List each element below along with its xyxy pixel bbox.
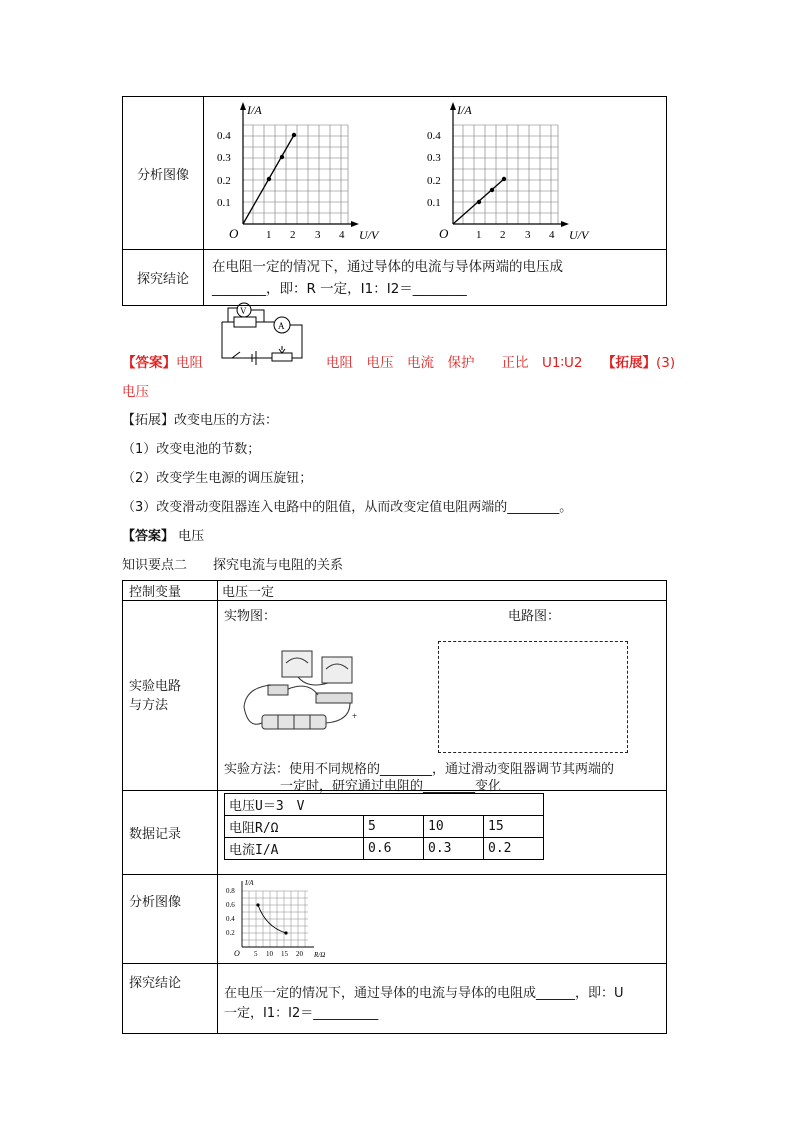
- ytick: 0.1: [427, 197, 441, 209]
- data-cell-item: 10: [424, 816, 484, 838]
- circuit-label-2: 与方法: [129, 697, 169, 713]
- row-conclusion-label: 探究结论: [123, 250, 204, 306]
- data-cell-item: 电流I/A: [225, 838, 364, 860]
- conclusion2-line2: 一定，I1：I2＝__________: [224, 1006, 379, 1021]
- data-cell-item: 电阻R/Ω: [225, 816, 364, 838]
- control-label: 控制变量: [123, 581, 218, 601]
- answer1-ext-num: (3): [656, 355, 676, 371]
- ytick: 0.6: [226, 901, 235, 909]
- table-row: [225, 794, 544, 816]
- graph2-cell: [218, 875, 667, 964]
- graph-left-origin: O: [229, 226, 239, 241]
- extension-item: （3）改变滑动变阻器连入电路中的阻值，从而改变定值电阻两端的________。: [122, 500, 573, 515]
- graph-right: [427, 102, 590, 242]
- graph3-xaxis: R/Ω: [314, 951, 326, 959]
- xtick: 2: [500, 229, 506, 241]
- answer1-ext-label: 【拓展】: [602, 355, 656, 371]
- circuit-cell: [218, 601, 667, 794]
- graph-right-origin: O: [439, 226, 449, 241]
- xtick: 1: [476, 229, 482, 241]
- ir-graph: [218, 875, 338, 959]
- svg-text:+: +: [352, 711, 358, 721]
- circuit-diagram-small: [212, 300, 312, 368]
- xtick: 5: [254, 950, 258, 958]
- svg-text:V: V: [240, 306, 247, 316]
- ytick: 0.4: [226, 915, 235, 923]
- extension-answer-value: 电压: [178, 529, 205, 544]
- xtick: 4: [549, 229, 555, 241]
- xtick: 4: [339, 229, 345, 241]
- circuit-diagram-placeholder: [438, 641, 628, 753]
- graph3-origin: O: [234, 949, 240, 958]
- method-line2: 一定时，研究通过电阻的________变化: [280, 779, 502, 794]
- extension-item: （1）改变电池的节数；: [122, 442, 261, 457]
- physical-label: 实物图：: [224, 609, 277, 624]
- xtick: 3: [315, 229, 321, 241]
- data-cell-item: 15: [484, 816, 544, 838]
- extension-answer: [122, 525, 204, 544]
- data-cell-item: 0.2: [484, 838, 544, 860]
- data-cell: [218, 791, 667, 875]
- answer1-line: [122, 351, 203, 371]
- row-graph-label: 分析图像: [123, 97, 204, 250]
- diagram-label: 电路图：: [508, 609, 561, 624]
- iu-graphs: [205, 98, 665, 244]
- xtick: 15: [281, 950, 288, 958]
- graph-right-yaxis: I/A: [457, 103, 472, 117]
- ytick: 0.3: [427, 152, 441, 164]
- xtick: 10: [266, 950, 273, 958]
- graph-left-xaxis: U/V: [359, 228, 379, 242]
- ytick: 0.2: [427, 175, 441, 187]
- conclusion2-label: 探究结论: [123, 964, 218, 1034]
- circuit-label-1: 实验电路: [129, 678, 182, 694]
- method-line1: 实验方法：使用不同规格的________，通过滑动变阻器调节其两端的: [224, 762, 615, 777]
- resistance-table: [122, 580, 667, 1034]
- graph3-yaxis: I/A: [245, 879, 254, 887]
- graph-cell: [204, 97, 667, 250]
- xtick: 20: [296, 950, 303, 958]
- data-table: [224, 793, 544, 860]
- extension-title: 【拓展】改变电压的方法：: [122, 413, 279, 428]
- svg-text:A: A: [278, 321, 285, 331]
- ytick: 0.2: [226, 929, 235, 937]
- data-voltage: 电压U＝3 V: [225, 794, 544, 816]
- graph-left: [217, 102, 380, 242]
- ytick: 0.1: [217, 197, 231, 209]
- voltage-table: [122, 96, 667, 306]
- table-row: [225, 816, 544, 838]
- ytick: 0.2: [217, 175, 231, 187]
- section2-title: 知识要点二 探究电流与电阻的关系: [122, 558, 344, 573]
- ytick: 0.3: [217, 152, 231, 164]
- answer1-label: 【答案】: [122, 355, 176, 371]
- graph-left-yaxis: I/A: [247, 103, 262, 117]
- xtick: 1: [266, 229, 272, 241]
- answer1-line2: 电压: [122, 384, 149, 400]
- conclusion-cell: [204, 250, 667, 306]
- answer1-ext: [602, 351, 675, 371]
- conclusion2-cell: [218, 964, 667, 1034]
- conclusion2-line1: 在电压一定的情况下，通过导体的电流与导体的电阻成______，即：U: [224, 986, 624, 1001]
- ytick: 0.8: [226, 887, 235, 895]
- extension-item: （2）改变学生电源的调压旋钮；: [122, 471, 313, 486]
- answer1-first: 电阻: [176, 355, 203, 371]
- table-row: [225, 838, 544, 860]
- data-label: 数据记录: [123, 791, 218, 875]
- data-cell-item: 5: [364, 816, 424, 838]
- answer1-items: 电阻 电压 电流 保护 正比 U1∶U2: [326, 355, 583, 371]
- xtick: 3: [525, 229, 531, 241]
- data-cell-item: 0.6: [364, 838, 424, 860]
- control-value: 电压一定: [218, 581, 667, 601]
- apparatus-image: [238, 637, 368, 737]
- graph-right-xaxis: U/V: [569, 228, 589, 242]
- extension-answer-label: 【答案】: [122, 529, 175, 544]
- graph2-label: 分析图像: [123, 875, 218, 964]
- data-cell-item: 0.3: [424, 838, 484, 860]
- conclusion-line1: 在电阻一定的情况下，通过导体的电流与导体两端的电压成: [212, 258, 563, 275]
- ytick: 0.4: [217, 130, 231, 142]
- conclusion-line2: ________，即：R 一定，I1：I2＝________: [212, 280, 467, 297]
- circuit-label-cell: [123, 601, 218, 791]
- ytick: 0.4: [427, 130, 441, 142]
- xtick: 2: [290, 229, 296, 241]
